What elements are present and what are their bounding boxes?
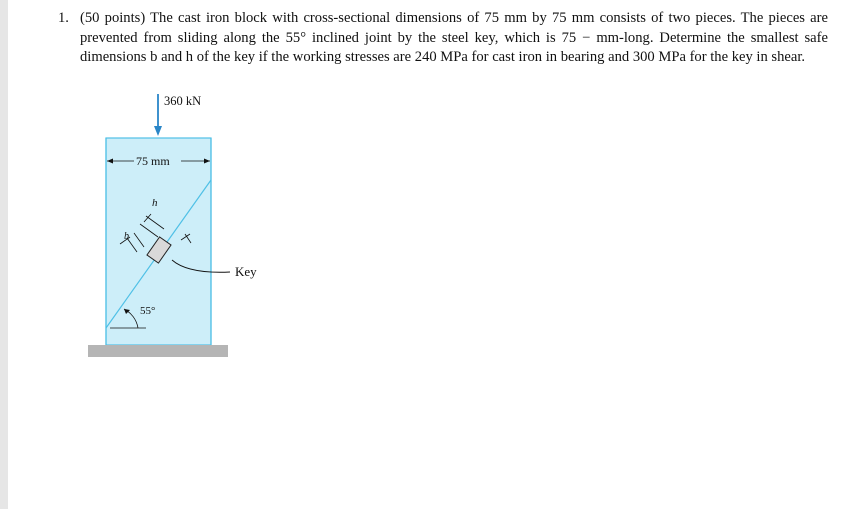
load-arrow-head — [154, 126, 162, 136]
base-support — [88, 345, 228, 357]
b-label: b — [124, 231, 129, 242]
problem-text: (50 points) The cast iron block with cross-sectional dimensions of 75 mm by 75 mm consists of two pieces. The pieces are prevented from sliding along the 55° inclined joint by the steel key, which is 75 − mm-long. Determine the smallest safe dimensions b and h of the key if the working stresses are 240 MPa for cast iron in bearing and 300 MPa for the key in shear. — [80, 10, 828, 65]
h-label: h — [152, 197, 158, 209]
key-label: Key — [235, 264, 257, 279]
problem-statement — [58, 9, 828, 68]
load-label: 360 kN — [164, 94, 202, 108]
width-label: 75 mm — [136, 154, 170, 168]
key-block-figure — [80, 88, 280, 368]
problem-number: 1. — [58, 10, 69, 26]
left-margin-bar — [0, 0, 8, 509]
angle-label: 55° — [140, 305, 156, 317]
